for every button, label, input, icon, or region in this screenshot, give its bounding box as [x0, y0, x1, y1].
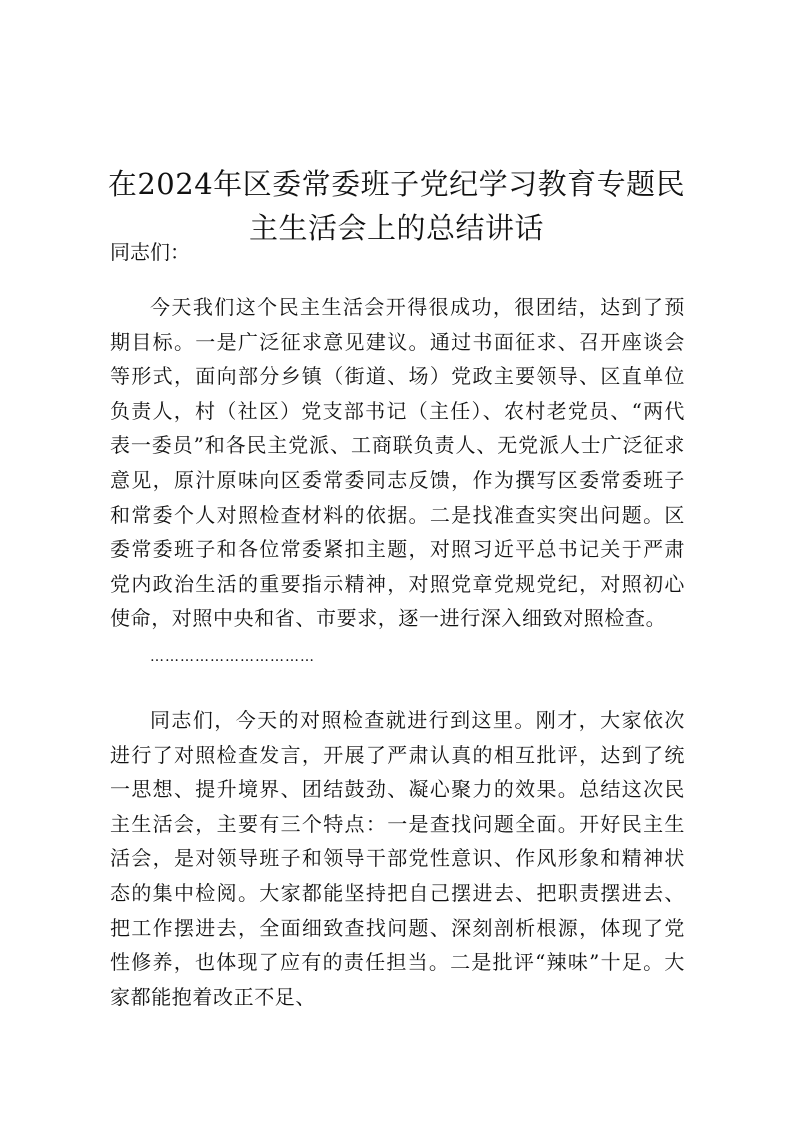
- body-paragraph: 今天我们这个民主生活会开得很成功，很团结，达到了预期目标。一是广泛征求意见建议。通过书面征求、召开座谈会等形式，面向部分乡镇（街道、场）党政主要领导、区直单位负责人，村（社区）党支部书记（主任）、农村老党员、“两代表一委员”和各民主党派、工商联负责人、无党派人士广泛征求意见，原汁原味向区委常委同志反馈，作为撰写区委常委班子和常委个人对照检查材料的依据。二是找准查实突出问题。区委常委班子和各位常委紧扣主题，对照习近平总书记关于严肃党内政治生活的重要指示精神，对照党章党规党纪，对照初心使命，对照中央和省、市要求，逐一进行深入细致对照检查。: [110, 295, 685, 631]
- document-title: 在2024年区委常委班子党纪学习教育专题民主生活会上的总结讲话: [107, 167, 686, 246]
- body-paragraph: 同志们，今天的对照检查就进行到这里。刚才，大家依次进行了对照检查发言，开展了严肃认真的相互批评，达到了统一思想、提升境界、团结鼓劲、凝心聚力的效果。总结这次民主生活会，主要有三个特点：一是查找问题全面。开好民主生活会，是对领导班子和领导干部党性意识、作风形象和精神状态的集中检阅。大家都能坚持把自己摆进去、把职责摆进去、把工作摆进去，全面细致查找问题、深刻剖析根源，体现了党性修养，也体现了应有的责任担当。二是批评“辣味”十足。大家都能抱着改正不足、: [110, 708, 685, 1009]
- omission-ellipsis: ……………………………: [150, 649, 315, 665]
- salutation: 同志们：: [110, 240, 190, 264]
